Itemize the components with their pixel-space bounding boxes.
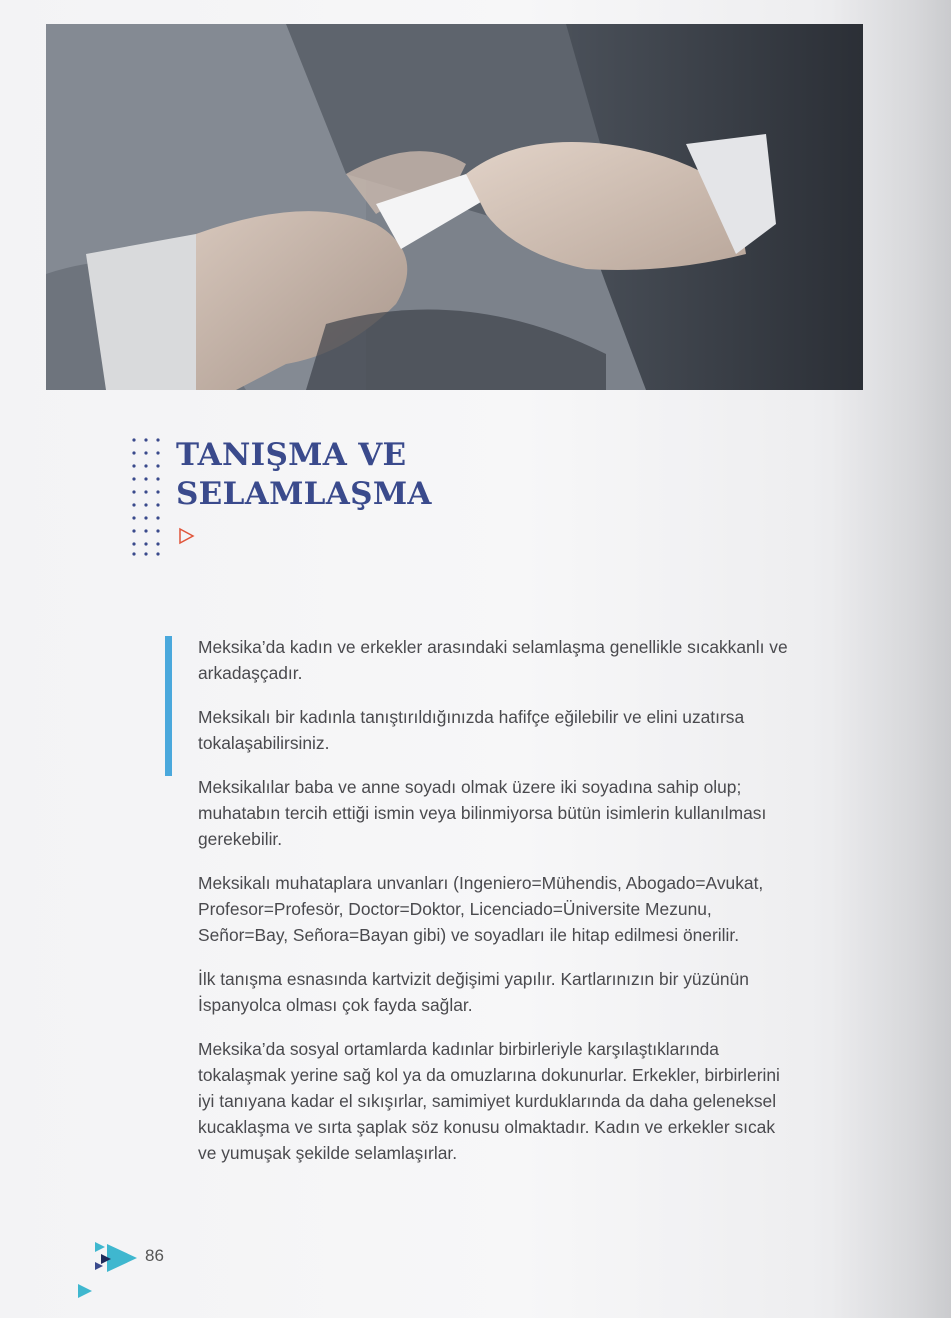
section-title <box>176 436 432 514</box>
accent-bar <box>165 636 172 776</box>
paragraph: Meksikalı bir kadınla tanıştırıldığınızda hafifçe eğilebilir ve elini uzatırsa tokalaşabilirsiniz. <box>198 707 745 753</box>
page-number: 86 <box>145 1246 164 1265</box>
corner-play-icon <box>77 1283 93 1299</box>
paragraph: İlk tanışma esnasında kartvizit değişimi yapılır. Kartlarınızın bir yüzünün İspanyolca olması çok fayda sağlar. <box>198 969 749 1015</box>
body-text <box>198 634 798 1184</box>
paragraph: Meksikalılar baba ve anne soyadı olmak üzere iki soyadına sahip olup; muhatabın tercih ettiği ismin veya bilinmiyorsa bütün isimlerin kullanılması gerekebilir. <box>198 777 767 849</box>
business-card-exchange-photo <box>46 24 863 390</box>
footer-logo-icon <box>93 1240 141 1276</box>
decorative-dot-grid <box>130 436 166 558</box>
header-photo <box>46 24 863 390</box>
section-title-line1: TANIŞMA VE <box>176 437 407 473</box>
section-title-line2: SELAMLAŞMA <box>176 476 432 512</box>
paragraph: Meksikalı muhataplara unvanları (Ingeniero=Mühendis, Abogado=Avukat, Profesor=Profesör, Doctor=Doktor, Licenciado=Üniversite Mezunu, Señor=Bay, Señora=Bayan gibi) ve soyadları ile hitap edilmesi önerilir. <box>198 873 764 945</box>
play-arrow-outline-icon <box>178 527 196 545</box>
paragraph: Meksika’da kadın ve erkekler arasındaki selamlaşma genellikle sıcakkanlı ve arkadaşçadır. <box>198 637 788 683</box>
paragraph: Meksika’da sosyal ortamlarda kadınlar birbirleriyle karşılaştıklarında tokalaşmak yerine sağ kol ya da omuzlarına dokunurlar. Erkekler, birbirlerini iyi tanıyana kadar el sıkışırlar, samimiyet kurduklarında da daha geleneksel kucaklaşma ve sırta şaplak söz konusu olmaktadır. Kadın ve erkekler sıcak ve yumuşak şekilde selamlaşırlar. <box>198 1039 780 1163</box>
